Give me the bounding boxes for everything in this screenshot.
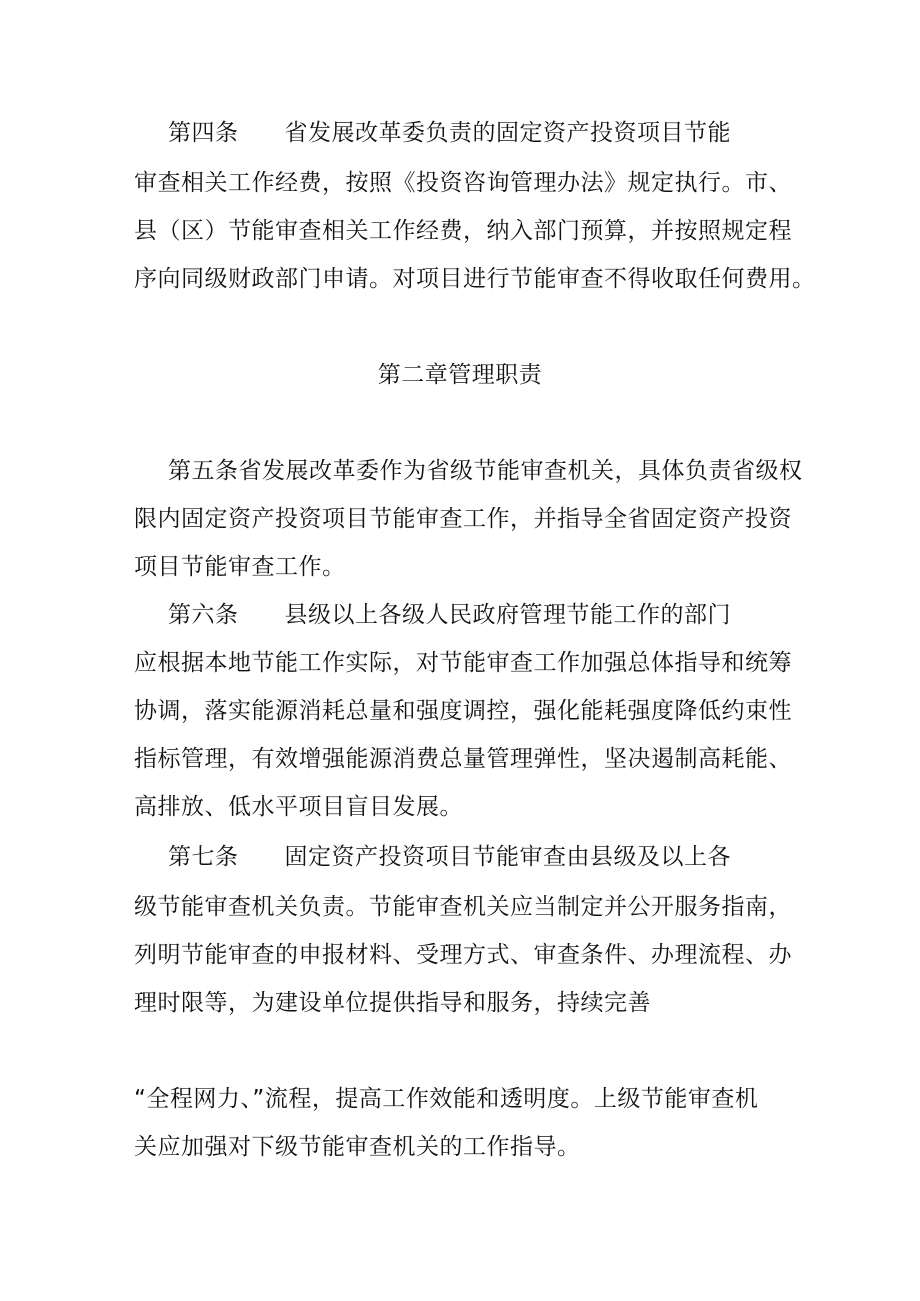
- article-7-line-6: 关应加强对下级节能审查机关的工作指导。: [134, 1134, 581, 1160]
- article-7-line-1: [168, 842, 731, 872]
- article-6-text: 县级以上各级人民政府管理节能工作的部门: [284, 602, 731, 628]
- article-7-line-2: 级节能审查机关负责。节能审查机关应当制定并公开服务指南，: [134, 894, 792, 920]
- article-4-line-1: [168, 118, 731, 148]
- article-4-line-3: 县（区）节能审查相关工作经费，纳入部门预算，并按照规定程: [134, 218, 792, 244]
- chapter-heading: 第二章管理职责: [377, 362, 543, 388]
- article-6-line-1: [168, 600, 731, 630]
- article-7-label: 第七条: [168, 844, 239, 870]
- article-4-label: 第四条: [168, 120, 239, 146]
- article-7-line-5: “全程网力、”流程，提高工作效能和透明度。上级节能审查机: [134, 1086, 759, 1112]
- article-5-line-1: 第五条省发展改革委作为省级节能审查机关，具体负责省级权: [168, 458, 803, 484]
- article-6-line-2: 应根据本地节能工作实际，对节能审查工作加强总体指导和统筹: [134, 650, 792, 676]
- article-6-line-4: 指标管理，有效增强能源消费总量管理弹性，坚决遏制高耗能、: [134, 746, 792, 772]
- article-6-line-5: 高排放、低水平项目盲目发展。: [134, 794, 463, 820]
- article-4-text: 省发展改革委负责的固定资产投资项目节能: [284, 120, 731, 146]
- article-5-line-2: 限内固定资产投资项目节能审查工作，并指导全省固定资产投资: [134, 506, 792, 532]
- article-5-line-3: 项目节能审查工作。: [134, 554, 346, 580]
- article-4-line-4: 序向同级财政部门申请。对项目进行节能审查不得收取任何费用。: [134, 266, 816, 292]
- article-6-label: 第六条: [168, 602, 239, 628]
- article-4-line-2: 审查相关工作经费，按照《投资咨询管理办法》规定执行。市、: [134, 170, 792, 196]
- article-7-line-3: 列明节能审查的申报材料、受理方式、审查条件、办理流程、办: [134, 942, 792, 968]
- article-7-line-4: 理时限等，为建设单位提供指导和服务，持续完善: [134, 990, 651, 1016]
- article-6-line-3: 协调，落实能源消耗总量和强度调控，强化能耗强度降低约束性: [134, 698, 792, 724]
- article-7-text: 固定资产投资项目节能审查由县级及以上各: [284, 844, 731, 870]
